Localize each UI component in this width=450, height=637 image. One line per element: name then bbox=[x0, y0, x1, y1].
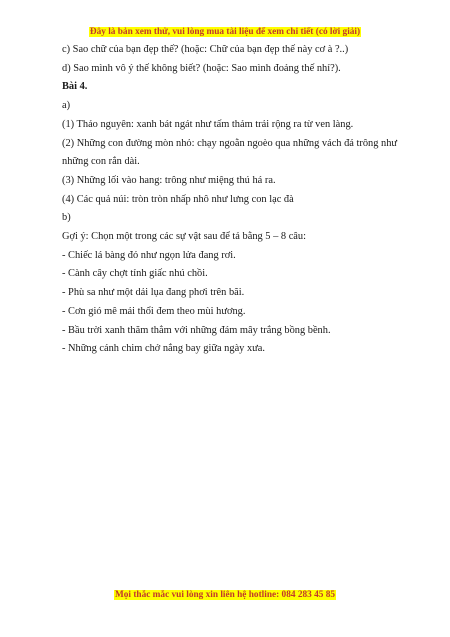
list-item: - Những cánh chim chở nắng bay giữa ngày xưa. bbox=[62, 343, 266, 355]
exercise-heading: Bài 4. bbox=[62, 81, 88, 93]
preview-notice-banner bbox=[0, 26, 450, 38]
hotline-text: Mọi thắc mắc vui lòng xin liên hệ hotline: 084 283 45 85 bbox=[114, 590, 336, 600]
answer-4: (4) Các quả núi: tròn tròn nhấp nhô như lưng con lạc đà bbox=[62, 193, 294, 205]
hint-text: Gợi ý: Chọn một trong các sự vật sau để tả bằng 5 – 8 câu: bbox=[62, 231, 306, 243]
list-item: - Phù sa như một dải lụa đang phơi trên bãi. bbox=[62, 287, 245, 299]
answer-2: (2) Những con đường mòn nhỏ: chạy ngoằn ngoèo qua những vách đá trông như những con rắn dài. bbox=[62, 137, 398, 168]
line-c: c) Sao chữ của bạn đẹp thế? (hoặc: Chữ của bạn đẹp thế này cơ à ?..) bbox=[62, 44, 349, 55]
list-item: - Chiếc lá bàng đỏ như ngọn lửa đang rơi. bbox=[62, 249, 236, 261]
list-item: - Cành cây chợt tỉnh giấc nhú chồi. bbox=[62, 268, 208, 280]
part-b-label: b) bbox=[62, 212, 71, 224]
line-d: d) Sao mình vô ý thế không biết? (hoặc: Sao mình đoảng thế nhỉ?). bbox=[62, 62, 341, 74]
part-a-label: a) bbox=[62, 100, 71, 112]
answer-3: (3) Những lối vào hang: trông như miệng thú há ra. bbox=[62, 174, 276, 186]
hotline-banner bbox=[0, 589, 450, 601]
preview-notice-text: Đây là bản xem thử, vui lòng mua tài liệu để xem chi tiết (có lời giải) bbox=[89, 27, 361, 37]
document-body bbox=[62, 41, 422, 359]
list-item: - Cơn gió mê mải thổi đem theo mùi hương. bbox=[62, 305, 246, 317]
list-item: - Bầu trời xanh thăm thẳm với những đám mây trắng bồng bềnh. bbox=[62, 324, 331, 336]
answer-1: (1) Thảo nguyên: xanh bát ngát như tấm thảm trải rộng ra từ ven làng. bbox=[62, 118, 354, 130]
